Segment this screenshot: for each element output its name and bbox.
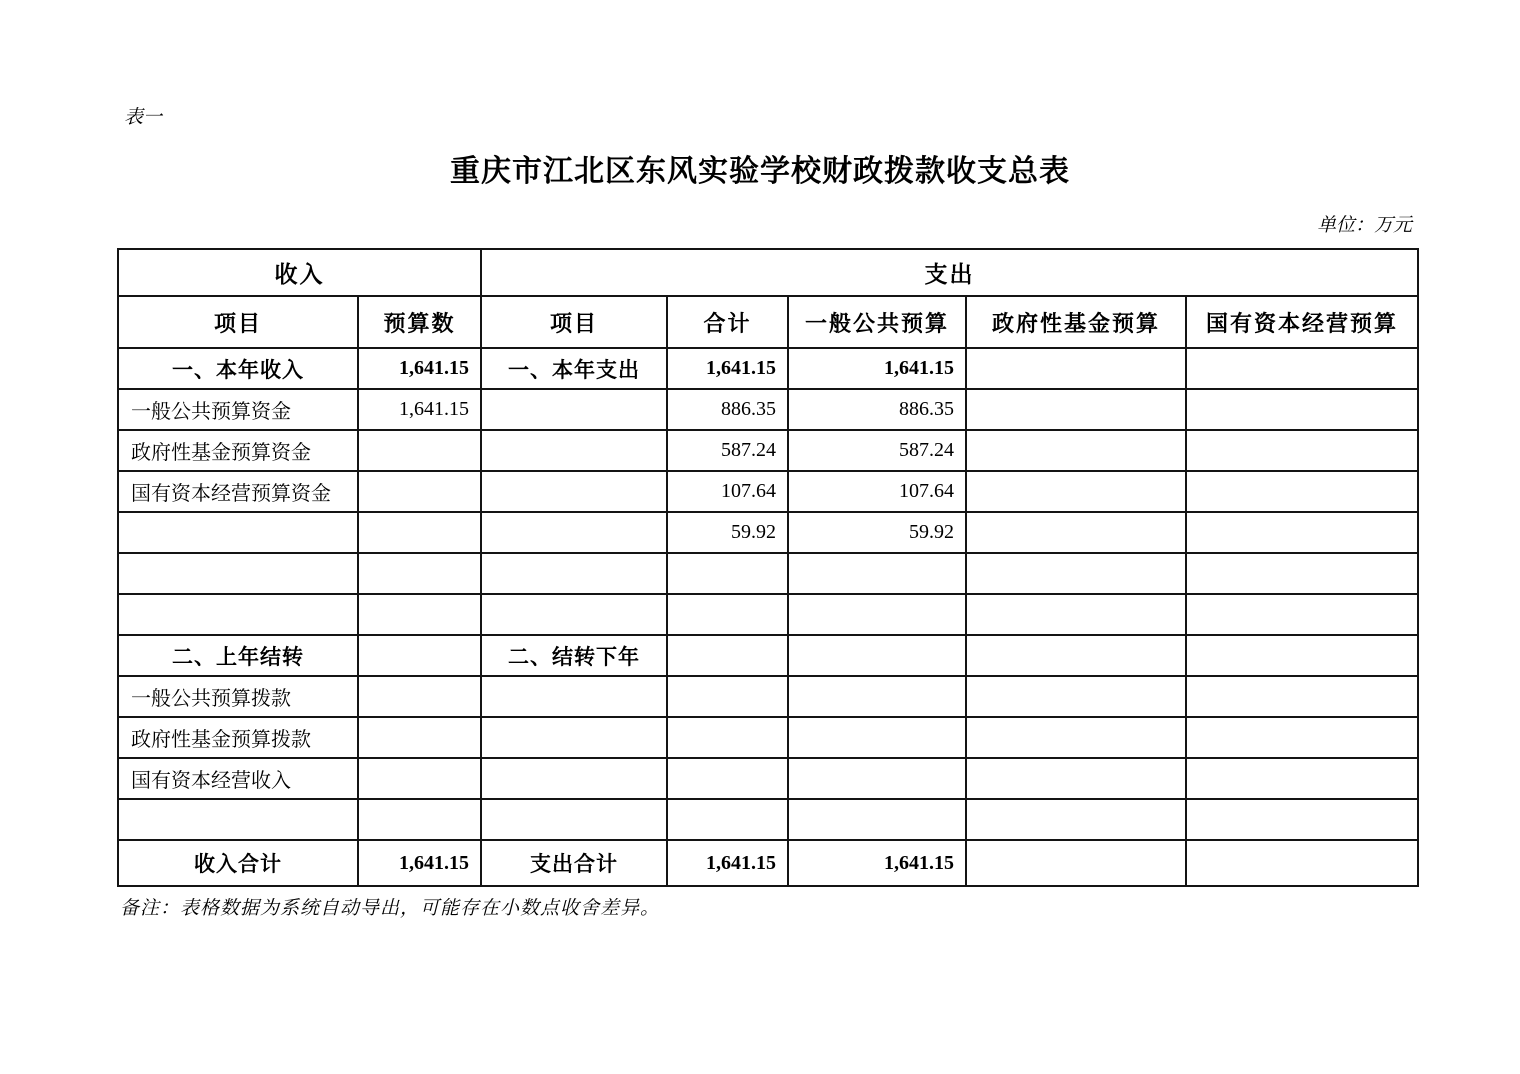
revenue-budget-cell — [358, 594, 481, 635]
expenditure-gov-fund-cell — [966, 348, 1186, 389]
expenditure-item-cell — [481, 799, 667, 840]
expenditure-general-public-cell: 886.35 — [788, 389, 966, 430]
group-header-row — [118, 249, 1418, 296]
expenditure-state-capital-cell — [1186, 758, 1418, 799]
expenditure-general-public-cell: 587.24 — [788, 430, 966, 471]
expenditure-general-public-cell: 1,641.15 — [788, 348, 966, 389]
revenue-item-cell: 收入合计 — [118, 840, 358, 886]
expenditure-total-cell: 886.35 — [667, 389, 788, 430]
expenditure-total-cell — [667, 594, 788, 635]
expenditure-general-public-cell: 1,641.15 — [788, 840, 966, 886]
expenditure-gov-fund-cell — [966, 512, 1186, 553]
expenditure-item-header: 项目 — [481, 296, 667, 348]
expenditure-total-cell — [667, 635, 788, 676]
expenditure-total-cell — [667, 799, 788, 840]
expenditure-gov-fund-cell — [966, 471, 1186, 512]
revenue-item-cell: 一、本年收入 — [118, 348, 358, 389]
table-row — [118, 348, 1418, 389]
expenditure-general-public-cell — [788, 553, 966, 594]
table-row — [118, 430, 1418, 471]
expenditure-total-cell: 107.64 — [667, 471, 788, 512]
expenditure-total-cell — [667, 553, 788, 594]
table-row — [118, 840, 1418, 886]
sheet-label: 表一 — [124, 107, 163, 128]
expenditure-item-cell — [481, 553, 667, 594]
expenditure-general-public-cell — [788, 635, 966, 676]
expenditure-item-cell — [481, 676, 667, 717]
gov-fund-budget-header: 政府性基金预算 — [966, 296, 1186, 348]
table-row — [118, 389, 1418, 430]
revenue-budget-cell — [358, 512, 481, 553]
revenue-item-cell: 一般公共预算资金 — [118, 389, 358, 430]
expenditure-total-cell — [667, 717, 788, 758]
general-public-budget-header: 一般公共预算 — [788, 296, 966, 348]
table-row — [118, 553, 1418, 594]
expenditure-state-capital-cell — [1186, 512, 1418, 553]
table-row — [118, 676, 1418, 717]
expenditure-gov-fund-cell — [966, 430, 1186, 471]
expenditure-state-capital-cell — [1186, 389, 1418, 430]
revenue-budget-cell — [358, 799, 481, 840]
expenditure-state-capital-cell — [1186, 635, 1418, 676]
expenditure-total-cell: 587.24 — [667, 430, 788, 471]
expenditure-state-capital-cell — [1186, 717, 1418, 758]
expenditure-gov-fund-cell — [966, 676, 1186, 717]
expenditure-total-cell: 59.92 — [667, 512, 788, 553]
expenditure-item-cell — [481, 471, 667, 512]
page-title: 重庆市江北区东风实验学校财政拨款收支总表 — [450, 155, 1070, 188]
column-header-row — [118, 296, 1418, 348]
table-body — [118, 348, 1418, 886]
expenditure-total-cell: 1,641.15 — [667, 348, 788, 389]
footnote: 备注：表格数据为系统自动导出，可能存在小数点收舍差异。 — [120, 898, 661, 919]
expenditure-gov-fund-cell — [966, 553, 1186, 594]
revenue-budget-cell — [358, 471, 481, 512]
expenditure-general-public-cell — [788, 717, 966, 758]
expenditure-state-capital-cell — [1186, 840, 1418, 886]
expenditure-state-capital-cell — [1186, 594, 1418, 635]
state-capital-budget-header: 国有资本经营预算 — [1186, 296, 1418, 348]
revenue-item-cell: 政府性基金预算拨款 — [118, 717, 358, 758]
revenue-budget-cell — [358, 717, 481, 758]
expenditure-general-public-cell: 59.92 — [788, 512, 966, 553]
expenditure-group-header: 支出 — [481, 249, 1418, 296]
expenditure-gov-fund-cell — [966, 389, 1186, 430]
revenue-item-cell: 一般公共预算拨款 — [118, 676, 358, 717]
revenue-item-cell: 二、上年结转 — [118, 635, 358, 676]
revenue-budget-cell: 1,641.15 — [358, 348, 481, 389]
expenditure-state-capital-cell — [1186, 799, 1418, 840]
expenditure-gov-fund-cell — [966, 635, 1186, 676]
expenditure-item-cell — [481, 717, 667, 758]
expenditure-total-cell: 1,641.15 — [667, 840, 788, 886]
expenditure-gov-fund-cell — [966, 758, 1186, 799]
table-row — [118, 594, 1418, 635]
table-row — [118, 799, 1418, 840]
revenue-budget-cell — [358, 635, 481, 676]
expenditure-general-public-cell — [788, 676, 966, 717]
table-row — [118, 512, 1418, 553]
expenditure-general-public-cell — [788, 799, 966, 840]
unit-label: 单位：万元 — [1316, 215, 1412, 236]
expenditure-state-capital-cell — [1186, 676, 1418, 717]
revenue-budget-cell: 1,641.15 — [358, 389, 481, 430]
expenditure-gov-fund-cell — [966, 717, 1186, 758]
expenditure-total-cell — [667, 676, 788, 717]
revenue-budget-cell: 1,641.15 — [358, 840, 481, 886]
revenue-budget-cell — [358, 676, 481, 717]
revenue-item-cell: 国有资本经营预算资金 — [118, 471, 358, 512]
table-row — [118, 635, 1418, 676]
table-row — [118, 471, 1418, 512]
expenditure-item-cell — [481, 758, 667, 799]
revenue-item-cell: 政府性基金预算资金 — [118, 430, 358, 471]
revenue-budget-cell — [358, 758, 481, 799]
expenditure-general-public-cell — [788, 594, 966, 635]
expenditure-gov-fund-cell — [966, 840, 1186, 886]
revenue-item-cell — [118, 512, 358, 553]
table-row — [118, 717, 1418, 758]
expenditure-gov-fund-cell — [966, 594, 1186, 635]
expenditure-item-cell — [481, 430, 667, 471]
revenue-item-header: 项目 — [118, 296, 358, 348]
expenditure-general-public-cell: 107.64 — [788, 471, 966, 512]
expenditure-item-cell — [481, 512, 667, 553]
expenditure-state-capital-cell — [1186, 553, 1418, 594]
expenditure-state-capital-cell — [1186, 348, 1418, 389]
expenditure-gov-fund-cell — [966, 799, 1186, 840]
revenue-item-cell — [118, 799, 358, 840]
expenditure-item-cell — [481, 389, 667, 430]
expenditure-total-cell — [667, 758, 788, 799]
expenditure-item-cell: 二、结转下年 — [481, 635, 667, 676]
revenue-item-cell — [118, 594, 358, 635]
revenue-item-cell: 国有资本经营收入 — [118, 758, 358, 799]
table-row — [118, 758, 1418, 799]
revenue-group-header: 收入 — [118, 249, 481, 296]
budget-summary-table — [117, 248, 1419, 887]
expenditure-item-cell: 一、本年支出 — [481, 348, 667, 389]
expenditure-state-capital-cell — [1186, 430, 1418, 471]
expenditure-item-cell — [481, 594, 667, 635]
revenue-item-cell — [118, 553, 358, 594]
revenue-budget-cell — [358, 430, 481, 471]
expenditure-total-header: 合计 — [667, 296, 788, 348]
revenue-budget-cell — [358, 553, 481, 594]
expenditure-item-cell: 支出合计 — [481, 840, 667, 886]
expenditure-general-public-cell — [788, 758, 966, 799]
revenue-budget-header: 预算数 — [358, 296, 481, 348]
expenditure-state-capital-cell — [1186, 471, 1418, 512]
